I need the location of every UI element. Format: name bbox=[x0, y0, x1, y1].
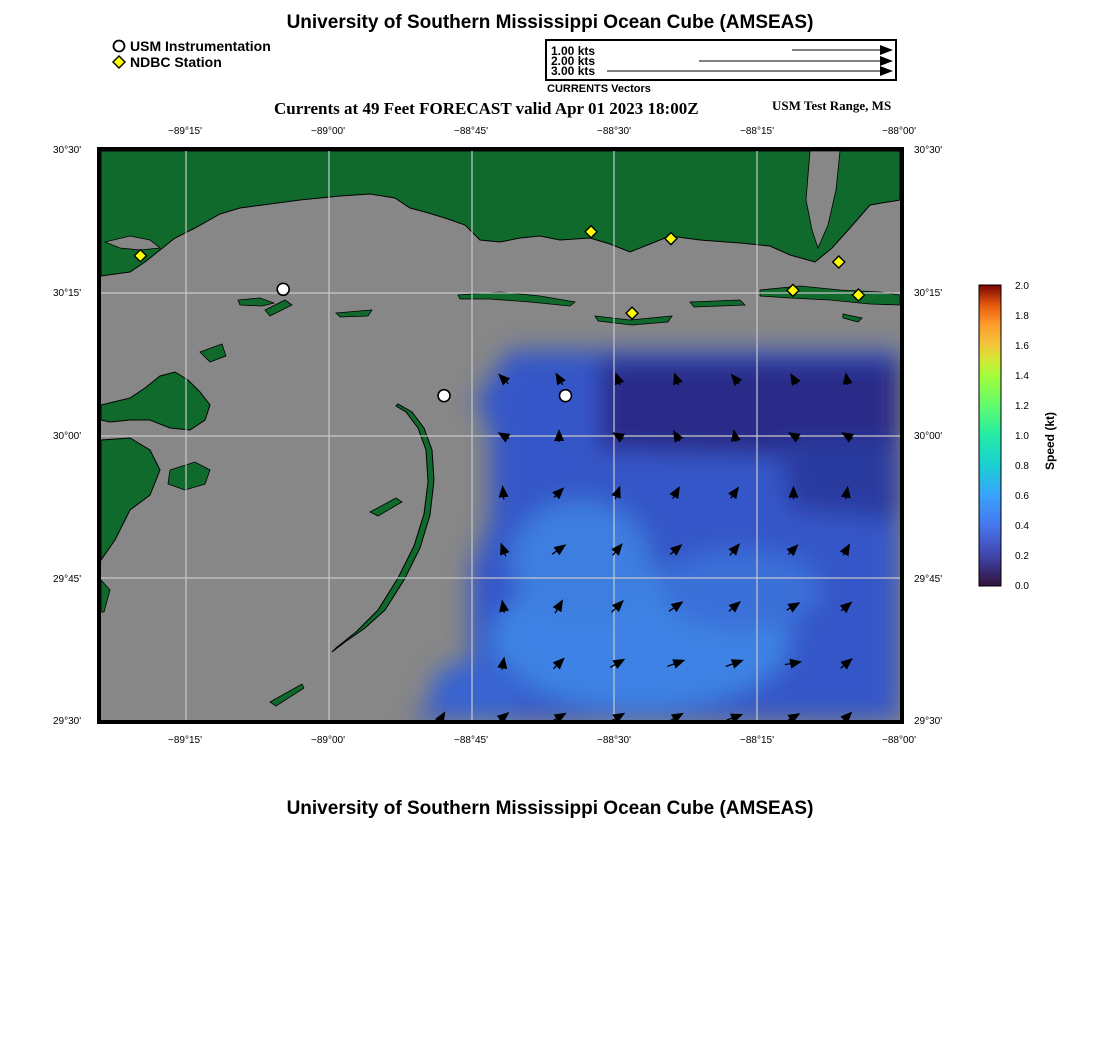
lat-tick-left: 29°45' bbox=[53, 574, 82, 585]
lat-tick-right: 30°00' bbox=[914, 431, 943, 442]
footer-title: University of Southern Mississippi Ocean Cube (AMSEAS) bbox=[286, 798, 814, 819]
region-label: USM Test Range, MS bbox=[772, 98, 892, 113]
ndbc-diamond-icon bbox=[112, 55, 126, 69]
current-map bbox=[90, 140, 915, 730]
usm-instrument-marker bbox=[438, 390, 450, 402]
lat-tick-left: 30°30' bbox=[53, 145, 82, 156]
colorbar-tick: 0.2 bbox=[1015, 551, 1029, 562]
vector-key-arrows bbox=[547, 41, 895, 79]
lon-tick-bottom: −88°15' bbox=[740, 735, 774, 746]
lat-tick-right: 30°15' bbox=[914, 288, 943, 299]
colorbar-tick: 2.0 bbox=[1015, 281, 1029, 292]
colorbar-tick: 1.8 bbox=[1015, 311, 1029, 322]
colorbar-tick: 0.8 bbox=[1015, 461, 1029, 472]
speed-colorbar bbox=[975, 282, 1005, 590]
lat-tick-left: 29°30' bbox=[53, 716, 82, 727]
vector-key-row-3: 3.00 kts bbox=[551, 64, 596, 78]
page-title: University of Southern Mississippi Ocean Cube (AMSEAS) bbox=[286, 12, 814, 33]
lat-tick-right: 30°30' bbox=[914, 145, 943, 156]
vector-key-box bbox=[545, 39, 897, 81]
colorbar-tick: 1.0 bbox=[1015, 431, 1029, 442]
map-subtitle: Currents at 49 Feet FORECAST valid Apr 01 2023 18:00Z bbox=[274, 99, 699, 118]
vector-key-arrow-3 bbox=[880, 66, 893, 76]
lat-tick-left: 30°00' bbox=[53, 431, 82, 442]
lon-tick-top: −88°45' bbox=[454, 126, 488, 137]
vector-key-arrow-1 bbox=[880, 45, 893, 55]
vector-key-row-2: 2.00 kts bbox=[551, 54, 596, 68]
lon-tick-bottom: −89°15' bbox=[168, 735, 202, 746]
legend-usm-row bbox=[112, 38, 271, 54]
colorbar-tick: 1.6 bbox=[1015, 341, 1029, 352]
vector-key-arrow-2 bbox=[880, 56, 893, 66]
colorbar-tick: 1.2 bbox=[1015, 401, 1029, 412]
vector-key-row-1: 1.00 kts bbox=[551, 44, 596, 58]
lon-tick-top: −89°00' bbox=[311, 126, 345, 137]
colorbar-tick: 0.0 bbox=[1015, 581, 1029, 592]
lat-tick-left: 30°15' bbox=[53, 288, 82, 299]
lon-tick-top: −89°15' bbox=[168, 126, 202, 137]
lon-tick-top: −88°00' bbox=[882, 126, 916, 137]
lon-tick-top: −88°30' bbox=[597, 126, 631, 137]
legend-ndbc-row bbox=[112, 54, 271, 70]
legend-ndbc-label: NDBC Station bbox=[130, 54, 222, 70]
usm-circle-icon bbox=[112, 39, 126, 53]
lon-tick-bottom: −89°00' bbox=[311, 735, 345, 746]
lat-tick-right: 29°45' bbox=[914, 574, 943, 585]
colorbar-label: Speed (kt) bbox=[1043, 411, 1057, 470]
colorbar-tick: 0.6 bbox=[1015, 491, 1029, 502]
usm-instrument-marker bbox=[559, 390, 571, 402]
usm-instrument-marker bbox=[277, 283, 289, 295]
marker-legend bbox=[112, 38, 271, 70]
colorbar-tick: 0.4 bbox=[1015, 521, 1029, 532]
vector-key-caption: CURRENTS Vectors bbox=[547, 83, 651, 95]
lon-tick-bottom: −88°45' bbox=[454, 735, 488, 746]
colorbar-tick: 1.4 bbox=[1015, 371, 1029, 382]
lon-tick-bottom: −88°30' bbox=[597, 735, 631, 746]
lat-tick-right: 29°30' bbox=[914, 716, 943, 727]
legend-usm-label: USM Instrumentation bbox=[130, 38, 271, 54]
lon-tick-bottom: −88°00' bbox=[882, 735, 916, 746]
lon-tick-top: −88°15' bbox=[740, 126, 774, 137]
